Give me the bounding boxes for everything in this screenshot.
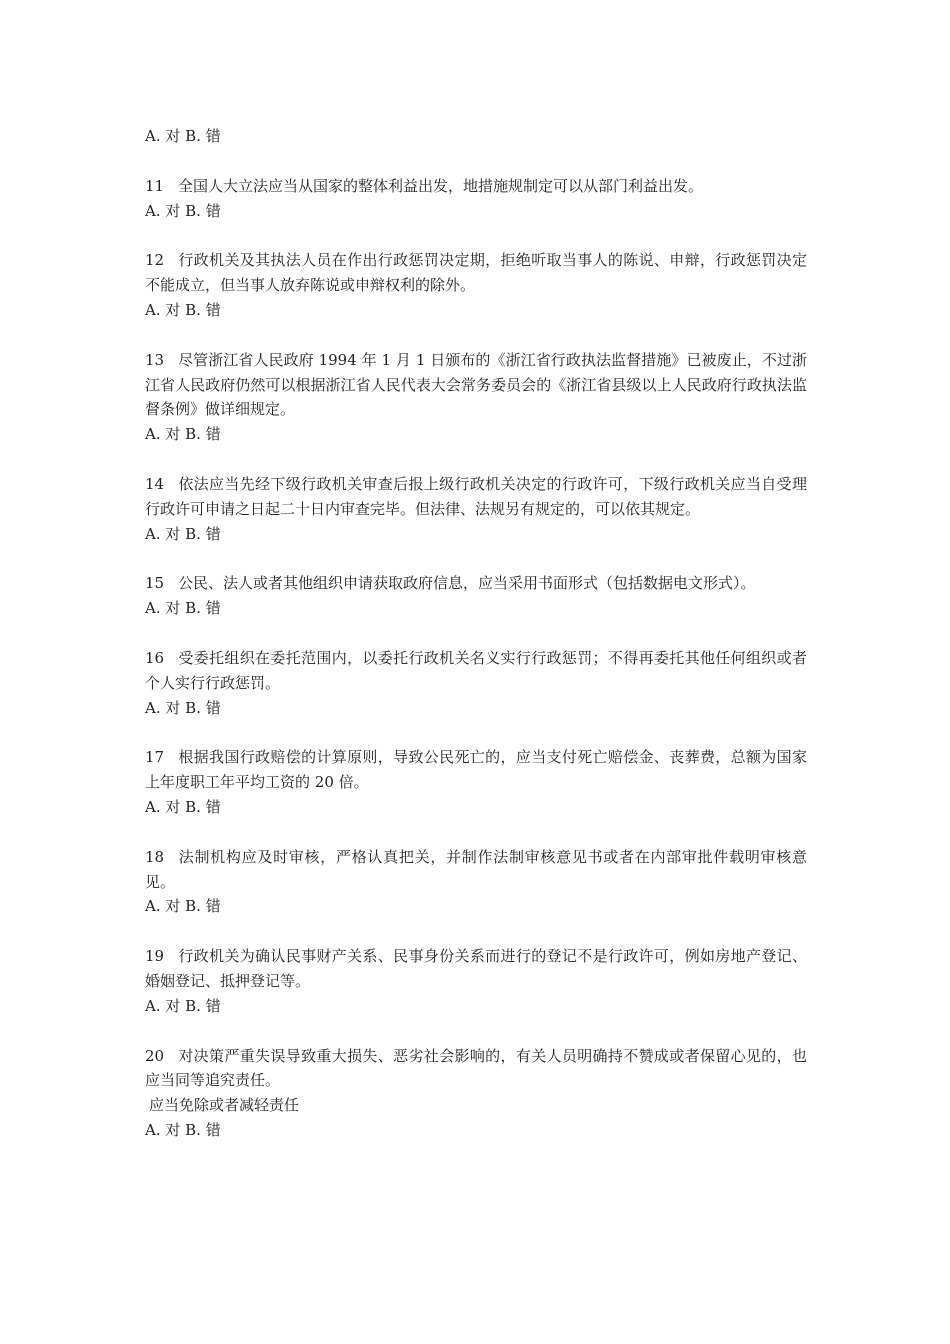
question-number: 13: [145, 350, 165, 369]
question-body: 法制机构应及时审核，严格认真把关，并制作法制审核意见书或者在内部审批件载明审核意见。: [145, 847, 807, 891]
question-14: [145, 472, 807, 546]
question-body: 公民、法人或者其他组织申请获取政府信息，应当采用书面形式（包括数据电文形式）。: [178, 574, 756, 593]
question-number: 19: [145, 947, 165, 966]
question-11: [145, 174, 807, 224]
question-body: 受委托组织在委托范围内，以委托行政机关名义实行行政惩罚；不得再委托其他任何组织或者个人实行行政惩罚。: [145, 648, 807, 692]
question-text: [145, 745, 807, 795]
question-text: [145, 571, 807, 596]
question-body: 对决策严重失误导致重大损失、恶劣社会影响的，有关人员明确持不赞成或者保留心见的，也应当同等追究责任。: [145, 1046, 807, 1090]
question-12: [145, 248, 807, 322]
question-text: [145, 944, 807, 994]
question-18: [145, 845, 807, 919]
question-body: 尽管浙江省人民政府 1994 年 1 月 1 日颁布的《浙江省行政执法监督措施》已被废止，不过浙江省人民政府仍然可以根据浙江省人民代表大会常务委员会的《浙江省县级以上人民政府行政执法监督条例》做详细规定。: [145, 350, 807, 419]
question-text: [145, 1044, 807, 1094]
question-body: 全国人大立法应当从国家的整体利益出发，地措施规制定可以从部门利益出发。: [178, 176, 704, 195]
question-17: [145, 745, 807, 819]
question-number: 11: [145, 176, 165, 195]
question-text: [145, 845, 807, 895]
answer-options: A. 对 B. 错: [145, 127, 221, 145]
question-text: [145, 646, 807, 696]
answer-options: A. 对 B. 错: [145, 698, 221, 717]
answer-options: A. 对 B. 错: [145, 996, 221, 1015]
question-19: [145, 944, 807, 1018]
question-list: [145, 124, 807, 1168]
answer-options: A. 对 B. 错: [145, 897, 221, 916]
question-15: [145, 571, 807, 621]
question-body: 行政机关为确认民事财产关系、民事身份关系而进行的登记不是行政许可，例如房地产登记、婚姻登记、抵押登记等。: [145, 947, 807, 990]
question-text: [145, 248, 807, 298]
question-text: [145, 472, 807, 522]
question-body: 行政机关及其执法人员在作出行政惩罚决定期，拒绝听取当事人的陈说、申辩，行政惩罚决定不能成立，但当事人放弃陈说或申辩权利的除外。: [145, 251, 807, 295]
question-number: 12: [145, 251, 165, 270]
question-number: 16: [145, 648, 165, 667]
question-16: [145, 646, 807, 720]
answer-options: A. 对 B. 错: [145, 524, 221, 543]
answer-options: A. 对 B. 错: [145, 201, 221, 220]
question-note: 应当免除或者减轻责任: [149, 1096, 300, 1115]
question-20: [145, 1044, 807, 1143]
question-number: 17: [145, 748, 165, 767]
answer-options: A. 对 B. 错: [145, 797, 221, 816]
question-text: [145, 174, 807, 199]
answer-options: A. 对 B. 错: [145, 599, 221, 618]
question-13: [145, 348, 807, 447]
question-10-tail: [145, 124, 807, 149]
question-text: [145, 348, 807, 422]
answer-options: A. 对 B. 错: [145, 1120, 221, 1139]
question-number: 18: [145, 847, 165, 866]
question-number: 20: [145, 1046, 165, 1065]
answer-options: A. 对 B. 错: [145, 300, 221, 319]
answer-options: A. 对 B. 错: [145, 425, 221, 444]
question-body: 依法应当先经下级行政机关审查后报上级行政机关决定的行政许可，下级行政机关应当自受理行政许可申请之日起二十日内审查完毕。但法律、法规另有规定的，可以依其规定。: [145, 474, 807, 518]
question-number: 15: [145, 574, 165, 593]
question-number: 14: [145, 474, 165, 493]
question-body: 根据我国行政赔偿的计算原则，导致公民死亡的，应当支付死亡赔偿金、丧葬费，总额为国家上年度职工年平均工资的 20 倍。: [145, 748, 807, 792]
